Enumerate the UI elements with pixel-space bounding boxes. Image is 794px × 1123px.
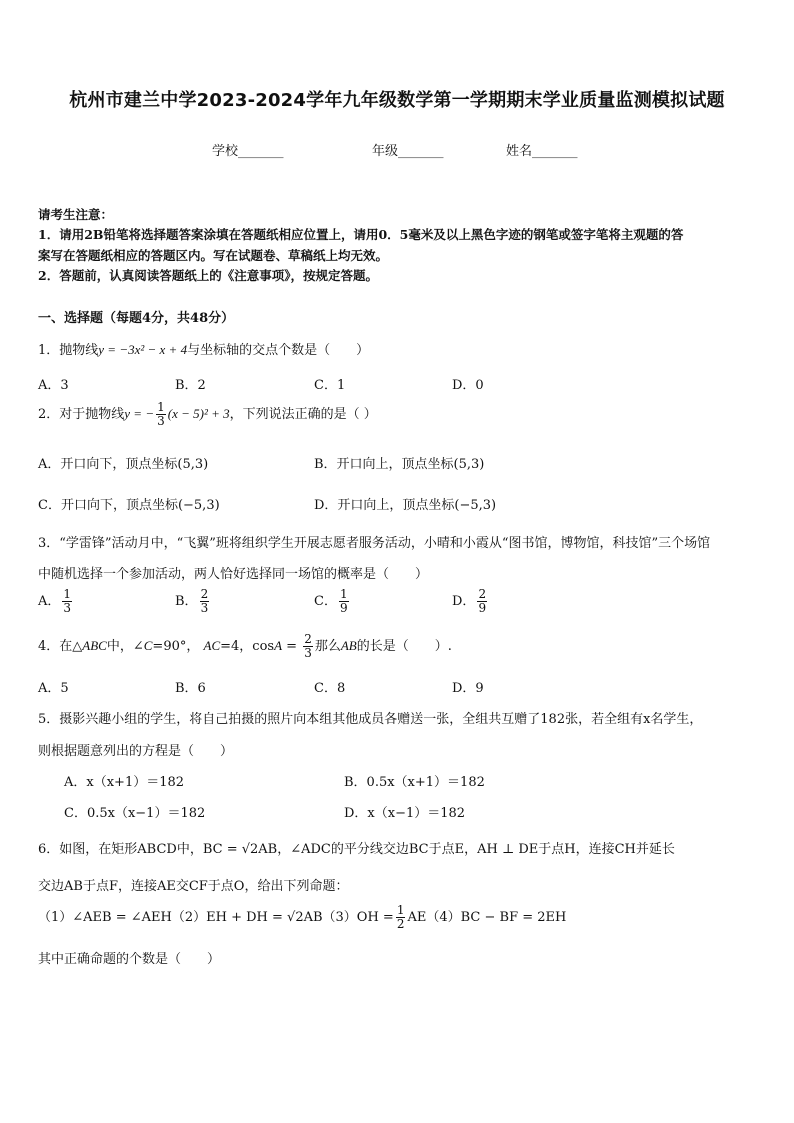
q1-expression: y = −3x² − x + 4: [98, 342, 188, 357]
q4-option-c: C．8: [314, 681, 346, 696]
question-1: [38, 339, 369, 358]
q4-option-a: A．5: [38, 681, 69, 696]
q3-option-b: B． $\frac{2}{3}$: [175, 587, 209, 615]
notice-line-1: 1．请用2B铅笔将选择题答案涂填在答题纸相应位置上，请用0．5毫米及以上黑色字迹的钢笔或签字笔将主观题的答: [38, 227, 684, 242]
notice-line-2: 2．答题前，认真阅读答题纸上的《注意事项》，按规定答题。: [38, 268, 378, 283]
section-heading: 一、选择题（每题4分，共48分）: [38, 311, 235, 326]
q3-line-1: 3．“学雷锋”活动月中，“飞翼”班将组织学生开展志愿者服务活动，小晴和小霞从“图书馆，博物馆，科技馆”三个场馆: [38, 536, 711, 551]
q1-prefix: 1．抛物线: [38, 343, 99, 358]
q1-option-a: A．3: [38, 378, 69, 393]
notice-heading: 请考生注意：: [38, 207, 114, 222]
q2-option-d: D．开口向上，顶点坐标(−5,3): [314, 498, 497, 513]
q2-prefix: 2．对于抛物线: [38, 407, 125, 422]
notice-line-1b: 案写在答题纸相应的答题区内。写在试题卷、草稿纸上均无效。: [38, 248, 389, 263]
question-2: [38, 401, 377, 428]
q2-option-c: C．开口向下，顶点坐标(−5,3): [38, 498, 220, 513]
grade-field: 年级_______: [372, 144, 444, 159]
q2-option-a: A．开口向下，顶点坐标(5,3): [38, 457, 209, 472]
q6-line-4: 其中正确命题的个数是（ ）: [38, 952, 221, 967]
name-field: 姓名_______: [506, 144, 578, 159]
q5-line-1: 5．摄影兴趣小组的学生，将自己拍摄的照片向本组其他成员各赠送一张，全组共互赠了182张，若全组有x名学生，: [38, 712, 703, 727]
q1-suffix: 与坐标轴的交点个数是（ ）: [187, 343, 370, 358]
exam-title: 杭州市建兰中学2023-2024学年九年级数学第一学期期末学业质量监测模拟试题: [69, 90, 725, 111]
q2-y: y = −: [124, 406, 155, 421]
q4-option-b: B．6: [175, 681, 206, 696]
q5-line-2: 则根据题意列出的方程是（ ）: [38, 744, 234, 759]
q4-fraction: $\frac{2}{3}$: [304, 632, 312, 660]
school-field: 学校_______: [212, 144, 284, 159]
q3-option-a: A． $\frac{1}{3}$: [38, 587, 72, 615]
q5-option-a: A．x（x+1）＝182: [64, 775, 185, 790]
q3-option-c: C． $\frac{1}{9}$: [314, 587, 348, 615]
q1-option-c: C．1: [314, 378, 346, 393]
q5-option-c: C．0.5x（x−1）＝182: [64, 806, 206, 821]
q1-option-d: D．0: [452, 378, 484, 393]
q6-line-2: 交边AB于点F，连接AE交CF于点O，给出下列命题：: [38, 879, 349, 894]
q2-rest: (x − 5)² + 3: [167, 406, 230, 421]
q3-line-2: 中随机选择一个参加活动，两人恰好选择同一场馆的概率是（ ）: [38, 567, 429, 582]
q6-propositions: （1）∠AEB = ∠AEH（2）EH + DH = √2AB（3）OH = $\frac{1}{2}$ AE（4）BC − BF = 2EH: [38, 903, 567, 931]
q6-line-1: 6．如图，在矩形ABCD中，BC = √2AB，∠ADC的平分线交边BC于点E，AH ⊥ DE于点H，连接CH并延长: [38, 842, 675, 857]
q3-option-d: D． $\frac{2}{9}$: [452, 587, 487, 615]
q5-option-d: D．x（x−1）＝182: [344, 806, 466, 821]
q2-suffix: ，下列说法正确的是（ ）: [229, 407, 377, 422]
q2-option-b: B．开口向上，顶点坐标(5,3): [314, 457, 485, 472]
question-4: 4．在△ABC中，∠C=90°， AC=4，cosA = $\frac{2}{3}$ 那么AB的长是（ ）.: [38, 632, 452, 660]
q2-fraction: $\frac{1}{3}$: [157, 400, 165, 428]
q6-fraction: $\frac{1}{2}$: [396, 903, 405, 931]
q1-option-b: B．2: [175, 378, 206, 393]
q4-option-d: D．9: [452, 681, 484, 696]
q5-option-b: B．0.5x（x+1）＝182: [344, 775, 485, 790]
